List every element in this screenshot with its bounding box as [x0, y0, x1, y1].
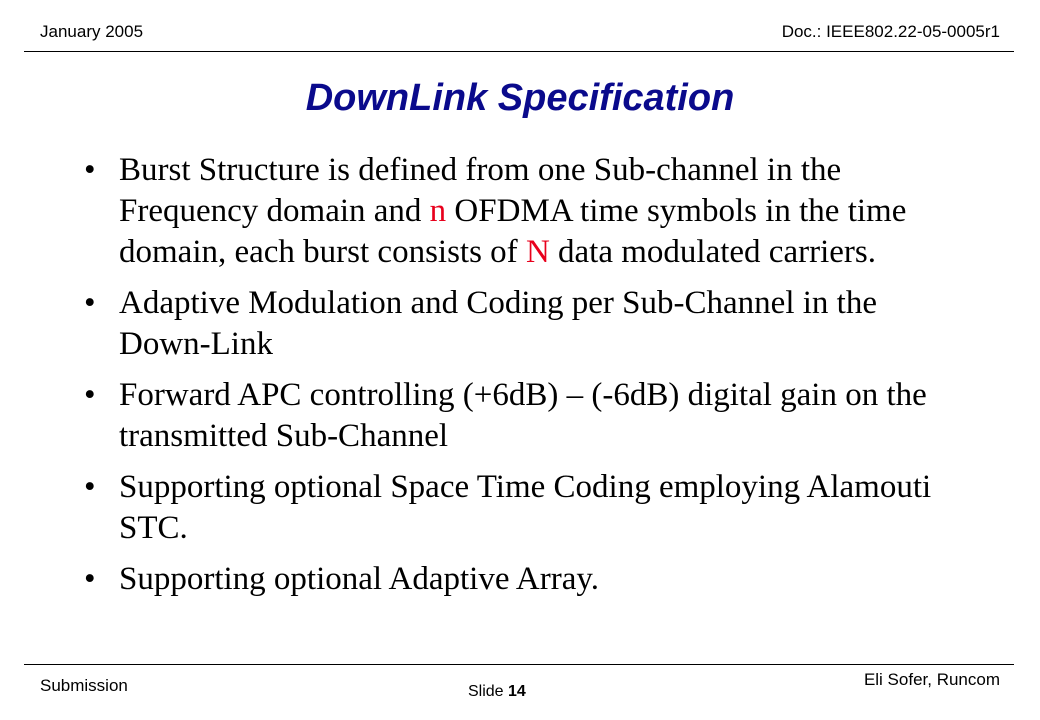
bullet-list: [80, 150, 960, 610]
footer-submission: Submission: [40, 676, 128, 695]
slide-number: [468, 683, 526, 701]
bullet-item: • Supporting optional Adaptive Array.: [80, 559, 960, 600]
header-doc-id: Doc.: IEEE802.22-05-0005r1: [781, 22, 1000, 41]
bullet-item: • Supporting optional Space Time Coding employing Alamouti STC.: [80, 467, 960, 549]
slide-title: DownLink Specification: [305, 77, 735, 119]
header-date: January 2005: [40, 22, 144, 41]
slide-label: Slide: [468, 683, 504, 700]
header-divider: [24, 51, 1014, 52]
bullet-item: • Forward APC controlling (+6dB) – (-6dB) digital gain on the transmitted Sub-Channel: [80, 375, 960, 457]
variable-n: n: [429, 193, 447, 229]
bullet-text: OFDMA time symbols in the time domain, each burst consists of: [119, 193, 907, 270]
footer-author: Eli Sofer, Runcom: [863, 670, 1000, 689]
bullet-item: • Adaptive Modulation and Coding per Sub-Channel in the Down-Link: [80, 283, 960, 365]
bullet-text: Burst Structure is defined from one Sub-channel in the Frequency domain and: [119, 152, 842, 229]
bullet-text: data modulated carriers.: [549, 234, 876, 270]
footer-divider: [24, 664, 1014, 665]
bullet-item: [80, 150, 960, 273]
slide-number-value: 14: [508, 683, 526, 700]
variable-N: N: [525, 234, 550, 270]
